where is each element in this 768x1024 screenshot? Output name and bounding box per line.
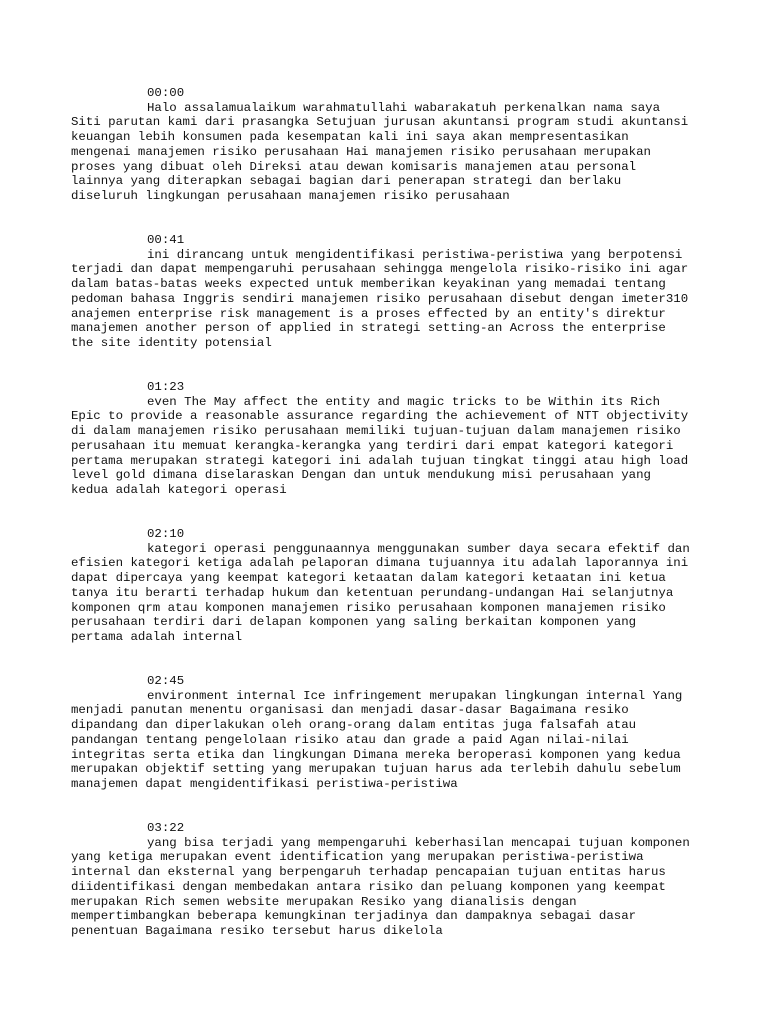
transcript-line: di dalam manajemen risiko perusahaan memiliki tujuan-tujuan dalam manajemen risiko [71, 424, 681, 439]
timestamp: 02:45 [147, 674, 185, 688]
transcript-segment [71, 233, 711, 351]
transcript-line: pertama adalah internal [71, 629, 243, 644]
transcript-line: diidentifikasi dengan membedakan antara risiko dan peluang komponen yang keempat [71, 879, 666, 894]
transcript-line: manajemen dapat mengidentifikasi peristiwa-peristiwa [71, 776, 458, 791]
transcript-line: menjadi panutan menentu organisasi dan menjadi dasar-dasar Bagaimana resiko [71, 703, 629, 718]
transcript-line: merupakan Rich semen website merupakan Resiko yang dianalisis dengan [71, 894, 577, 909]
transcript-line: yang ketiga merupakan event identification yang merupakan peristiwa-peristiwa [71, 850, 644, 865]
transcript-line: anajemen enterprise risk management is a proses effected by an entity's direktur [71, 306, 666, 321]
transcript-line: even The May affect the entity and magic tricks to be Within its Rich [147, 394, 661, 409]
transcript-line: pedoman bahasa Inggris sendiri manajemen risiko perusahaan disebut dengan imeter310 [71, 291, 689, 306]
transcript-line: perusahaan itu memuat kerangka-kerangka yang terdiri dari empat kategori kategori [71, 438, 674, 453]
transcript-line: pandangan tentang pengelolaan risiko atau dan grade a paid Agan nilai-nilai [71, 732, 629, 747]
transcript-line: lainnya yang diterapkan sebagai bagian dari penerapan strategi dan berlaku [71, 174, 622, 189]
transcript-line: internal dan eksternal yang berpengaruh terhadap pencapaian tujuan entitas harus [71, 865, 666, 880]
transcript-line: komponen qrm atau komponen manajemen risiko perusahaan komponen manajemen risiko [71, 600, 666, 615]
transcript-line: diseluruh lingkungan perusahaan manajemen risiko perusahaan [71, 188, 510, 203]
timestamp: 02:10 [147, 527, 185, 541]
transcript-line: Epic to provide a reasonable assurance regarding the achievement of NTT objectivity [71, 409, 689, 424]
transcript-segment [71, 821, 711, 939]
transcript-segment [71, 380, 711, 498]
transcript-line: keuangan lebih konsumen pada kesempatan kali ini saya akan mempresentasikan [71, 130, 629, 145]
transcript-line: perusahaan terdiri dari delapan komponen yang saling berkaitan komponen yang [71, 615, 637, 630]
transcript-segment [71, 674, 711, 792]
transcript-line: dipandang dan diperlakukan oleh orang-orang dalam entitas juga falsafah atau [71, 718, 637, 733]
transcript-line: kategori operasi penggunaannya menggunakan sumber daya secara efektif dan [147, 541, 690, 556]
transcript-line: integritas serta etika dan lingkungan Dimana mereka beroperasi komponen yang kedua [71, 747, 681, 762]
transcript-line: mengenai manajemen risiko perusahaan Hai manajemen risiko perusahaan merupakan [71, 144, 651, 159]
transcript-line: manajemen another person of applied in strategi setting-an Across the enterprise [71, 321, 666, 336]
transcript-line: efisien kategori ketiga adalah pelaporan dimana tujuannya itu adalah laporannya ini [71, 556, 689, 571]
transcript-line: ini dirancang untuk mengidentifikasi peristiwa-peristiwa yang berpotensi [147, 247, 683, 262]
transcript-line: Siti parutan kami dari prasangka Setujuan jurusan akuntansi program studi akuntansi [71, 115, 689, 130]
transcript-line: level gold dimana diselaraskan Dengan dan untuk mendukung misi perusahaan yang [71, 468, 651, 483]
transcript-line: dalam batas-batas weeks expected untuk memberikan keyakinan yang memadai tentang [71, 277, 666, 292]
timestamp: 01:23 [147, 380, 185, 394]
timestamp: 00:41 [147, 233, 185, 247]
transcript-line: environment internal Ice infringement merupakan lingkungan internal Yang [147, 688, 683, 703]
transcript-line: Halo assalamualaikum warahmatullahi wabarakatuh perkenalkan nama saya [147, 100, 661, 115]
transcript-line: merupakan objektif setting yang merupakan tujuan harus ada terlebih dahulu sebelum [71, 762, 681, 777]
timestamp: 03:22 [147, 821, 185, 835]
transcript-line: penentuan Bagaimana resiko tersebut harus dikelola [71, 923, 443, 938]
transcript-line: mempertimbangkan beberapa kemungkinan terjadinya dan dampaknya sebagai dasar [71, 909, 637, 924]
transcript-line: the site identity potensial [71, 335, 272, 350]
transcript-segment [71, 527, 711, 645]
transcript-line: pertama merupakan strategi kategori ini adalah tujuan tingkat tinggi atau high load [71, 453, 689, 468]
transcript-segment [71, 86, 711, 204]
transcript-line: terjadi dan dapat mempengaruhi perusahaan sehingga mengelola risiko-risiko ini agar [71, 262, 689, 277]
timestamp: 00:00 [147, 86, 185, 100]
transcript-line: proses yang dibuat oleh Direksi atau dewan komisaris manajemen atau personal [71, 159, 637, 174]
transcript-line: kedua adalah kategori operasi [71, 482, 287, 497]
transcript-line: yang bisa terjadi yang mempengaruhi keberhasilan mencapai tujuan komponen [147, 835, 690, 850]
transcript-line: tanya itu berarti terhadap hukum dan ketentuan perundang-undangan Hai selanjutnya [71, 585, 674, 600]
transcript-line: dapat dipercaya yang keempat kategori ketaatan dalam kategori ketaatan ini ketua [71, 571, 666, 586]
